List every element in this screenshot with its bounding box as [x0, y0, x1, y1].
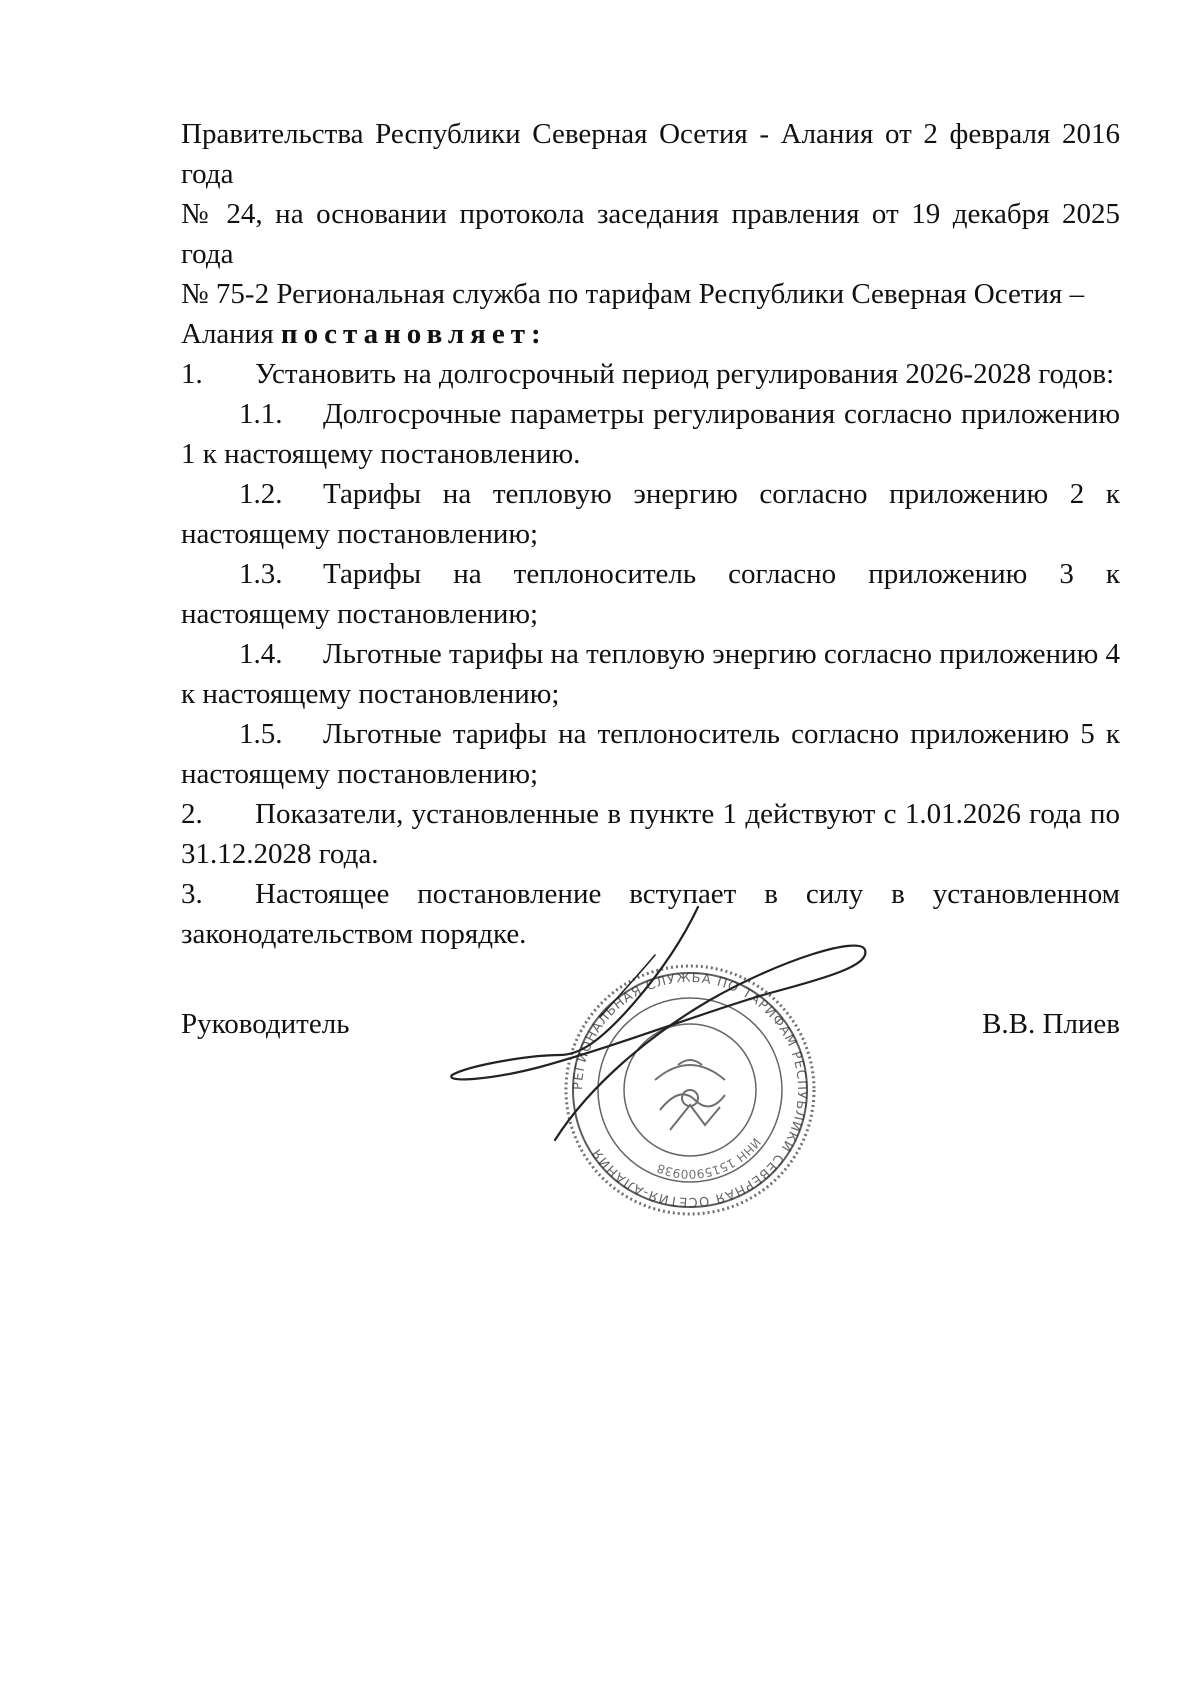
item-3-text: Настоящее постановление вступает в силу в установленном законодательством порядке.	[181, 878, 1120, 950]
sub-item-number: 1.2.	[239, 478, 283, 510]
item-1-number: 1.	[181, 358, 203, 390]
position-title: Руководитель	[181, 1008, 350, 1040]
item-1-text: Установить на долгосрочный период регулирования 2026-2028 годов:	[255, 358, 1115, 390]
item-2	[181, 794, 1120, 874]
sub-item-text: Льготные тарифы на тепловую энергию согласно приложению 4 к настоящему постановлению;	[181, 638, 1120, 710]
intro-line-2: № 24, на основании протокола заседания правления от 19 декабря 2025 года	[181, 198, 1120, 270]
sub-item-number: 1.3.	[239, 558, 283, 590]
resolves-word: постановляет:	[280, 318, 547, 350]
sub-item-1-1	[181, 394, 1120, 474]
sub-item-text: Льготные тарифы на теплоноситель согласно приложению 5 к настоящему постановлению;	[181, 718, 1120, 790]
sub-item-1-5	[181, 714, 1120, 794]
signer-name: В.В. Плиев	[982, 1008, 1120, 1040]
intro-paragraph	[181, 114, 1120, 354]
sub-item-1-3	[181, 554, 1120, 634]
item-2-number: 2.	[181, 798, 203, 830]
sub-item-number: 1.4.	[239, 638, 283, 670]
seal-inn-text: ИНН 1515900938	[655, 1135, 764, 1182]
sub-item-1-4	[181, 634, 1120, 714]
handwritten-signature-icon	[450, 905, 910, 1145]
document-body	[181, 114, 1120, 954]
sub-item-1-2	[181, 474, 1120, 554]
sub-item-text: Долгосрочные параметры регулирования согласно приложению 1 к настоящему постановлению.	[181, 398, 1120, 470]
seal-outer-text: РЕГИОНАЛЬНАЯ СЛУЖБА ПО ТАРИФАМ РЕСПУБЛИКИ СЕВЕРНАЯ ОСЕТИЯ-АЛАНИЯ	[570, 970, 810, 1210]
sub-item-number: 1.5.	[239, 718, 283, 750]
intro-line-3: № 75-2 Региональная служба по тарифам Республики Северная Осетия –	[181, 278, 1085, 310]
item-1	[181, 354, 1120, 394]
intro-line-1: Правительства Республики Северная Осетия - Алания от 2 февраля 2016 года	[181, 118, 1120, 190]
sub-item-text: Тарифы на теплоноситель согласно приложению 3 к настоящему постановлению;	[181, 558, 1120, 630]
item-2-text: Показатели, установленные в пункте 1 действуют с 1.01.2026 года по 31.12.2028 года.	[181, 798, 1120, 870]
sub-item-number: 1.1.	[239, 398, 283, 430]
item-3-number: 3.	[181, 878, 203, 910]
intro-line-4-prefix: Алания	[181, 318, 274, 350]
sub-item-text: Тарифы на тепловую энергию согласно приложению 2 к настоящему постановлению;	[181, 478, 1120, 550]
